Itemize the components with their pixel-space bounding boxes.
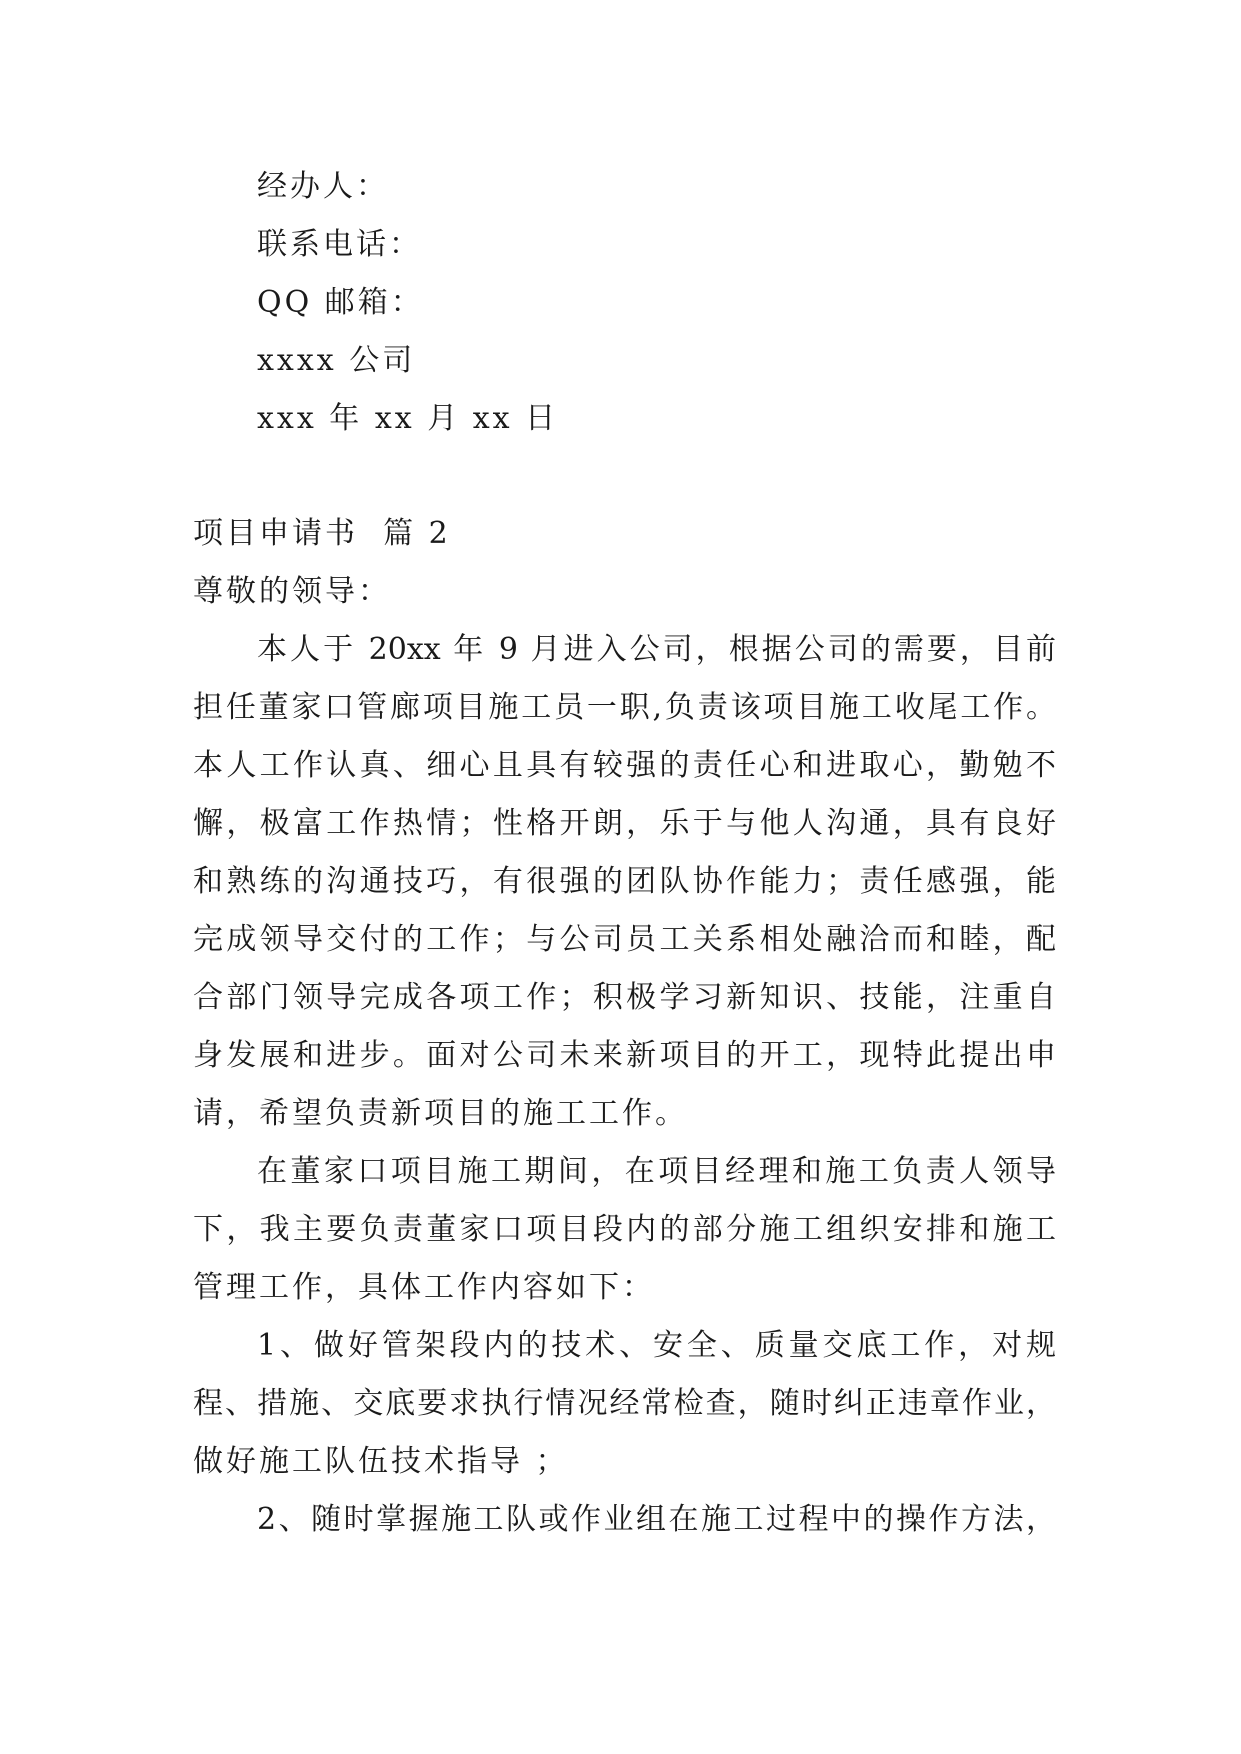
qq-email-label: QQ 邮箱： [257, 285, 424, 320]
paragraph-line: 本人工作认真、细心且具有较强的责任心和进取心，勤勉不 [193, 748, 1056, 783]
paragraph-line: 和熟练的沟通技巧，有很强的团队协作能力；责任感强，能 [193, 864, 1056, 899]
list-item-line: 做好施工队伍技术指导 ； [193, 1444, 569, 1479]
handler-label: 经办人： [257, 169, 389, 204]
list-item-line: 程、措施、交底要求执行情况经常检查，随时纠正违章作业， [193, 1386, 1056, 1421]
paragraph-line: 本人于 20xx 年 9 月进入公司，根据公司的需要，目前 [257, 632, 1056, 667]
salutation: 尊敬的领导： [193, 574, 391, 609]
paragraph-line: 请，希望负责新项目的施工工作。 [193, 1096, 688, 1131]
paragraph-line: 身发展和进步。面对公司未来新项目的开工，现特此提出申 [193, 1038, 1056, 1073]
list-item-line: 1、做好管架段内的技术、安全、质量交底工作，对规 [257, 1328, 1056, 1363]
paragraph-line: 下，我主要负责董家口项目段内的部分施工组织安排和施工 [193, 1212, 1056, 1247]
paragraph-line: 担任董家口管廊项目施工员一职,负责该项目施工收尾工作。 [193, 690, 1056, 725]
signature-date: xxx 年 xx 月 xx 日 [257, 401, 559, 436]
paragraph-line: 完成领导交付的工作；与公司员工关系相处融洽而和睦，配 [193, 922, 1056, 957]
list-item-line: 2、随时掌握施工队或作业组在施工过程中的操作方法， [257, 1502, 1056, 1537]
section-title: 项目申请书 篇 2 [193, 516, 451, 551]
company-name: xxxx 公司 [257, 343, 416, 378]
paragraph-line: 合部门领导完成各项工作；积极学习新知识、技能，注重自 [193, 980, 1056, 1015]
paragraph-line: 在董家口项目施工期间，在项目经理和施工负责人领导 [257, 1154, 1056, 1189]
phone-label: 联系电话： [257, 227, 422, 262]
paragraph-line: 懈，极富工作热情；性格开朗，乐于与他人沟通，具有良好 [193, 806, 1056, 841]
paragraph-line: 管理工作，具体工作内容如下： [193, 1270, 655, 1305]
